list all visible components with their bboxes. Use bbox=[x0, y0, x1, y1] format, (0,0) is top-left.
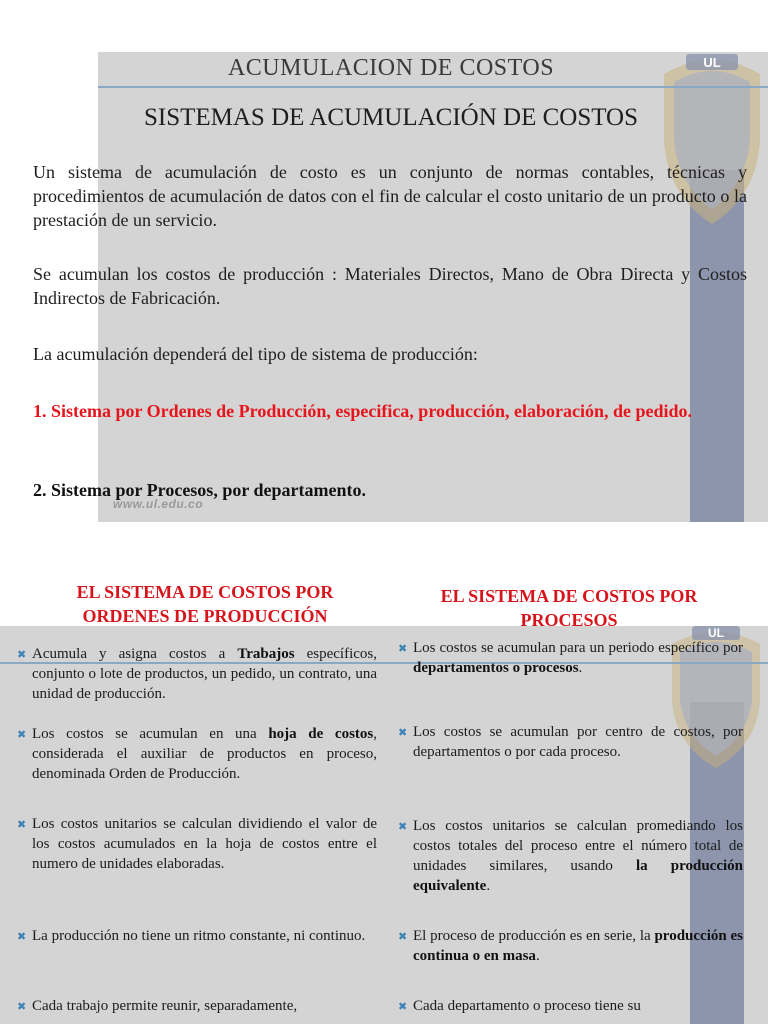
list-item: ✖ Cada departamento o proceso tiene su bbox=[398, 996, 743, 1016]
list-item: ✖ Cada trabajo permite reunir, separadamente, bbox=[17, 996, 377, 1016]
x-bullet-icon: ✖ bbox=[398, 820, 408, 833]
list-item-procesos: 2. Sistema por Procesos, por departamento. bbox=[33, 480, 366, 500]
paragraph-definition: Un sistema de acumulación de costo es un conjunto de normas contables, técnicas y procedimientos de acumulación de datos con el fin de calcular el costo unitario de un producto o la prestación de un servicio. bbox=[33, 162, 747, 230]
list-item: ✖ Acumula y asigna costos a Trabajos específicos, conjunto o lote de productos, un pedido, un contrato, una unidad de producción. bbox=[17, 646, 378, 702]
list-item-ordenes: 1. Sistema por Ordenes de Producción, especifica, producción, elaboración, de pedido. bbox=[33, 401, 693, 421]
x-bullet-icon: ✖ bbox=[398, 642, 408, 655]
section-subtitle: SISTEMAS DE ACUMULACIÓN DE COSTOS bbox=[143, 104, 639, 131]
slide-comparison bbox=[0, 522, 768, 1024]
x-bullet-icon: ✖ bbox=[398, 1000, 408, 1013]
heading-ordenes: EL SISTEMA DE COSTOS POR ORDENES DE PRODUCCIÓN bbox=[76, 582, 334, 626]
website-watermark: www.ul.edu.co bbox=[113, 497, 204, 511]
list-item: ✖ La producción no tiene un ritmo constante, ni continuo. bbox=[17, 926, 377, 946]
crest-text: UL bbox=[708, 626, 724, 640]
list-item: ✖ Los costos se acumulan para un periodo específico por departamentos o procesos. bbox=[398, 640, 743, 676]
x-bullet-icon: ✖ bbox=[17, 728, 27, 741]
list-item: ✖ Los costos unitarios se calculan dividiendo el valor de los costos acumulados en la hoja de costos entre el numero de unidades elaboradas. bbox=[17, 816, 377, 872]
x-bullet-icon: ✖ bbox=[398, 726, 408, 739]
paragraph-costs: Se acumulan los costos de producción : Materiales Directos, Mano de Obra Directa y Costos Indirectos de Fabricación. bbox=[33, 264, 747, 308]
heading-procesos: EL SISTEMA DE COSTOS POR PROCESOS bbox=[440, 586, 698, 630]
list-item: ✖ Los costos se acumulan por centro de costos, por departamentos o por cada proceso. bbox=[398, 724, 743, 760]
title-underline bbox=[98, 86, 768, 88]
list-item: ✖ El proceso de producción es en serie, la producción es continua o en masa. bbox=[398, 928, 743, 964]
page-title: ACUMULACION DE COSTOS bbox=[227, 55, 555, 81]
list-item: ✖ Los costos se acumulan en una hoja de costos, considerada el auxiliar de productos en proceso, denominada Orden de Producción. bbox=[17, 726, 377, 782]
list-item: ✖ Los costos unitarios se calculan promediando los costos totales del proceso entre el número total de unidades similares, usando la producción equivalente. bbox=[398, 818, 743, 894]
x-bullet-icon: ✖ bbox=[17, 930, 27, 943]
x-bullet-icon: ✖ bbox=[17, 818, 27, 831]
x-bullet-icon: ✖ bbox=[17, 648, 27, 661]
x-bullet-icon: ✖ bbox=[17, 1000, 27, 1013]
crest-text: UL bbox=[703, 55, 721, 70]
x-bullet-icon: ✖ bbox=[398, 930, 408, 943]
paragraph-dependence: La acumulación dependerá del tipo de sistema de producción: bbox=[33, 344, 478, 364]
